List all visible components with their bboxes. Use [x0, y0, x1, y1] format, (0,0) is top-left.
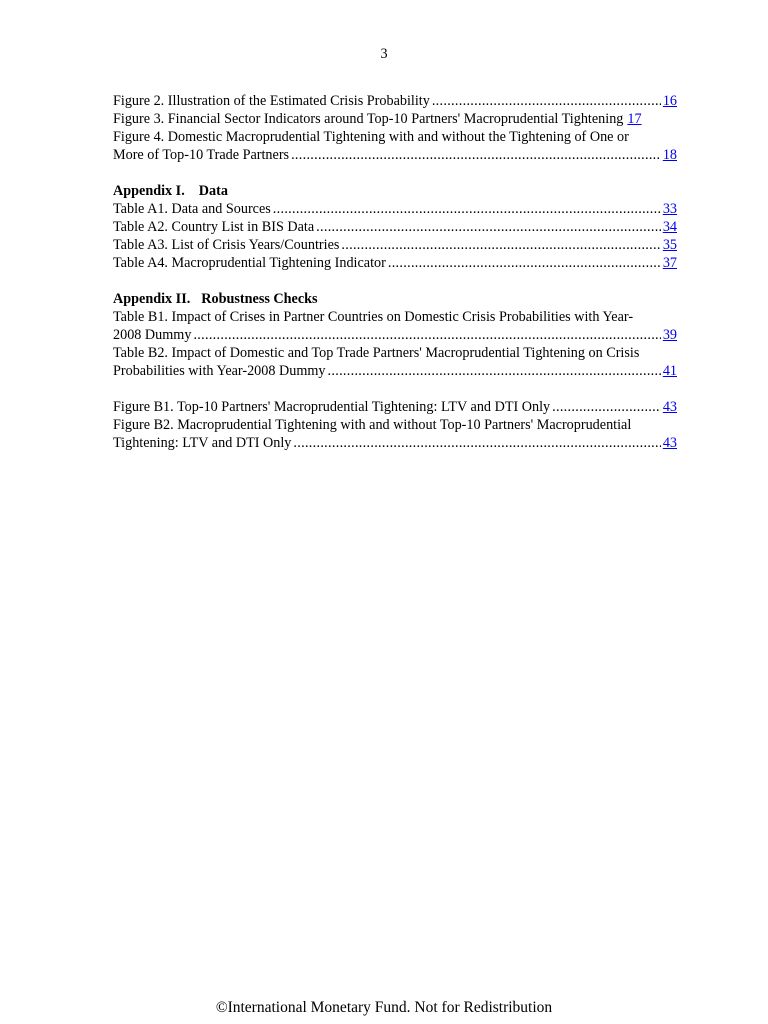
- appendix-title: Robustness Checks: [201, 291, 318, 307]
- copyright-footer: ©International Monetary Fund. Not for Redistribution: [215, 999, 553, 1016]
- toc-entry-figure-4[interactable]: [113, 128, 677, 164]
- dot-leader: [552, 398, 661, 416]
- appendix-title: Data: [198, 183, 228, 199]
- toc-page-link[interactable]: 16: [662, 93, 677, 109]
- dot-leader: [291, 146, 661, 164]
- toc-page-link[interactable]: 39: [662, 327, 677, 343]
- dot-leader: [388, 254, 661, 272]
- dot-leader: [293, 434, 660, 452]
- toc-entry-text: Table B1. Impact of Crises in Partner Countries on Domestic Crisis Probabilities with Year-: [113, 309, 634, 325]
- toc-page-link[interactable]: 34: [662, 219, 677, 235]
- toc-entry-text-continued: Tightening: LTV and DTI Only: [113, 435, 292, 451]
- toc-entry-text: Table A4. Macroprudential Tightening Indicator: [113, 255, 386, 271]
- toc-entry-text: Table A2. Country List in BIS Data: [113, 219, 315, 235]
- dot-leader: [432, 92, 661, 110]
- dot-leader: [341, 236, 660, 254]
- toc-entry-text: Table A1. Data and Sources: [113, 201, 271, 217]
- dot-leader: [193, 326, 660, 344]
- toc-entry-table-a4[interactable]: [113, 254, 677, 272]
- table-of-contents: [113, 92, 677, 470]
- page-number: 3: [380, 46, 388, 62]
- toc-entry-figure-b2[interactable]: [113, 416, 677, 452]
- appendix-1-section: [113, 182, 677, 272]
- toc-entry-table-a3[interactable]: [113, 236, 677, 254]
- appendix-label: Appendix I.: [113, 183, 185, 199]
- toc-entry-text: Figure B1. Top-10 Partners' Macroprudential Tightening: LTV and DTI Only: [113, 399, 551, 415]
- dot-leader: [273, 200, 661, 218]
- toc-entry-text: Figure B2. Macroprudential Tightening with and without Top-10 Partners' Macroprudential: [113, 417, 632, 433]
- appendix-2-tables-section: [113, 290, 677, 380]
- toc-entry-text: Table B2. Impact of Domestic and Top Trade Partners' Macroprudential Tightening on Crisis: [113, 345, 640, 361]
- appendix-1-heading: [113, 182, 677, 200]
- toc-entry-table-b1[interactable]: [113, 308, 677, 344]
- toc-page-link[interactable]: 37: [662, 255, 677, 271]
- dot-leader: [316, 218, 661, 236]
- appendix-label: Appendix II.: [113, 291, 191, 307]
- dot-leader: [328, 362, 661, 380]
- toc-entry-table-b2[interactable]: [113, 344, 677, 380]
- toc-entry-figure-b1[interactable]: [113, 398, 677, 416]
- toc-entry-text: Figure 4. Domestic Macroprudential Tightening with and without the Tightening of One or: [113, 129, 629, 145]
- toc-entry-table-a2[interactable]: [113, 218, 677, 236]
- toc-entry-text-continued: Probabilities with Year-2008 Dummy: [113, 363, 326, 379]
- toc-entry-text-continued: 2008 Dummy: [113, 327, 192, 343]
- toc-entry-text-continued: More of Top-10 Trade Partners: [113, 147, 290, 163]
- toc-page-link[interactable]: 41: [662, 363, 677, 379]
- appendix-2-heading: [113, 290, 677, 308]
- toc-entry-text: Figure 3. Financial Sector Indicators around Top-10 Partners' Macroprudential Tightening: [113, 111, 624, 127]
- toc-page-link[interactable]: 35: [662, 237, 677, 253]
- toc-entry-figure-2[interactable]: [113, 92, 677, 110]
- toc-entry-text: Figure 2. Illustration of the Estimated Crisis Probability: [113, 93, 430, 109]
- toc-page-link[interactable]: 43: [662, 399, 677, 415]
- toc-page-link[interactable]: 18: [662, 147, 677, 163]
- toc-entry-table-a1[interactable]: [113, 200, 677, 218]
- appendix-2-figures-section: [113, 398, 677, 452]
- figures-list: [113, 92, 677, 164]
- toc-page-link[interactable]: 17: [627, 111, 642, 127]
- toc-entry-figure-3[interactable]: [113, 110, 677, 128]
- toc-entry-text: Table A3. List of Crisis Years/Countries: [113, 237, 340, 253]
- toc-page-link[interactable]: 43: [662, 435, 677, 451]
- toc-page-link[interactable]: 33: [662, 201, 677, 217]
